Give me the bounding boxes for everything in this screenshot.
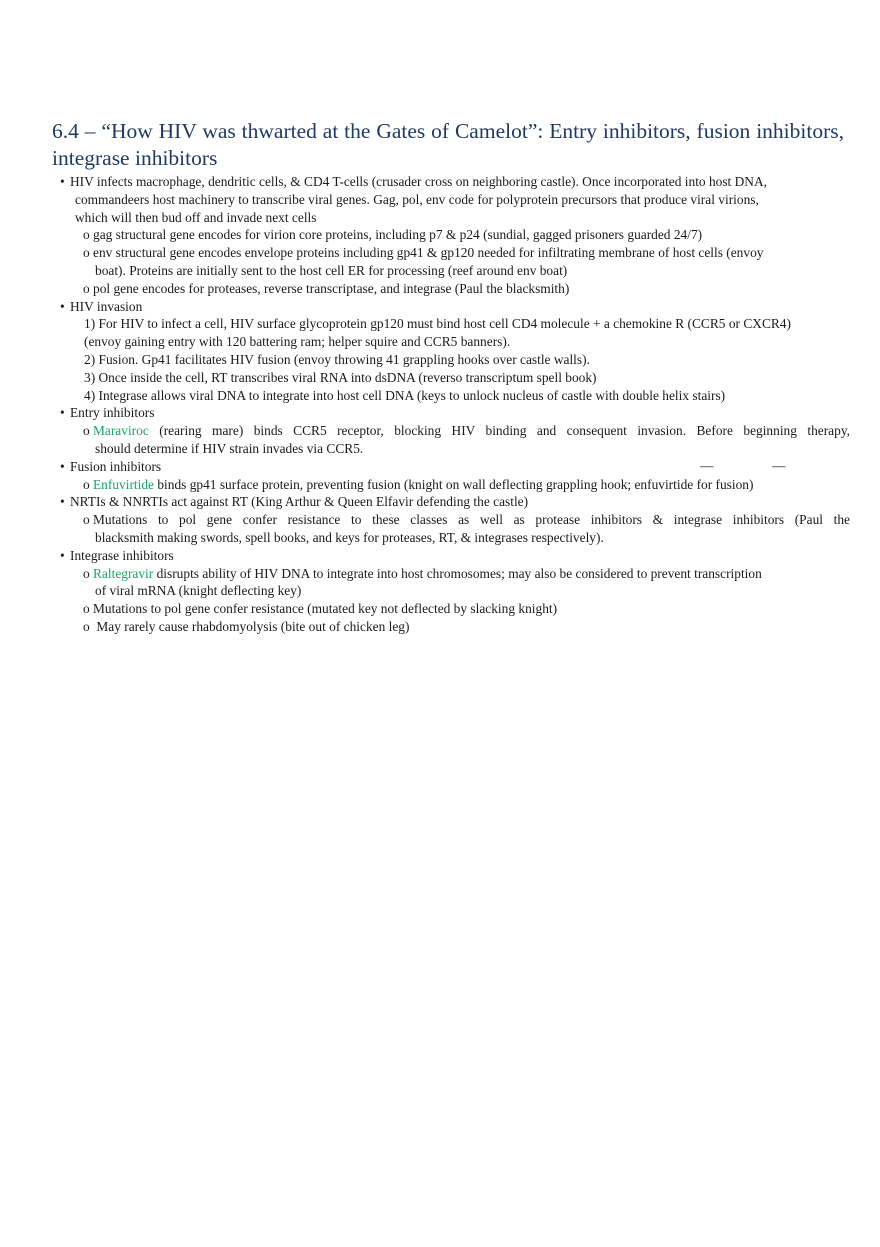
section-heading: Entry inhibitors (70, 405, 155, 421)
sub-marker: o (83, 601, 90, 617)
sub-item-pol (60, 280, 850, 298)
text-line: Mutations to pol gene confer resistance to these classes as well as protease inhibitors & integrase inhibitors (Paul the (93, 512, 850, 528)
page-title: 6.4 – “How HIV was thwarted at the Gates of Camelot”: Entry inhibitors, fusion inhibitors, integrase inhibitors (52, 119, 844, 170)
text-line: (rearing mare) binds CCR5 receptor, blocking HIV binding and consequent invasion. Before beginning therapy, (159, 423, 850, 439)
sub-marker: o (83, 476, 90, 492)
drug-name-enfuvirtide: Enfuvirtide (93, 476, 154, 492)
sub-item-pol-mutations (60, 511, 850, 529)
notes-body (60, 173, 850, 636)
text-line: NRTIs & NNRTIs act against RT (King Arthur & Queen Elfavir defending the castle) (70, 494, 529, 510)
bullet-nrtis (60, 493, 850, 511)
sub-item-integrase-mutation (60, 600, 850, 618)
bullet-integrase-inhibitors (60, 547, 850, 565)
text-line: should determine if HIV strain invades via CCR5. (95, 440, 364, 456)
bullet-marker: • (60, 547, 65, 563)
sub-marker: o (83, 512, 90, 528)
sub-item-maraviroc (60, 422, 850, 440)
sub-item-gag (60, 226, 850, 244)
text-line: blacksmith making swords, spell books, and keys for proteases, RT, & integrases respectively). (95, 529, 604, 545)
text-line: env structural gene encodes envelope proteins including gp41 & gp120 needed for infiltrating membrane of host cells (envoy (93, 245, 764, 261)
text-line: (envoy gaining entry with 120 battering ram; helper squire and CCR5 banners). (84, 334, 511, 350)
step-1: 1) For HIV to infect a cell, HIV surface glycoprotein gp120 must bind host cell CD4 molecule + a chemokine R (CCR5 or CXCR4) (84, 316, 791, 332)
text-line: May rarely cause rhabdomyolysis (bite out of chicken leg) (93, 618, 410, 634)
sub-marker: o (83, 618, 90, 634)
section-heading: Integrase inhibitors (70, 547, 174, 563)
bullet-marker: • (60, 298, 65, 314)
bullet-marker: • (60, 458, 65, 474)
sub-item-rhabdomyolysis (60, 618, 850, 636)
step-3: 3) Once inside the cell, RT transcribes viral RNA into dsDNA (reverso transcriptum spell book) (84, 369, 597, 385)
bullet-entry-inhibitors (60, 404, 850, 422)
text-line: HIV infects macrophage, dendritic cells, & CD4 T-cells (crusader cross on neighboring castle). Once incorporated into host DNA, (70, 174, 767, 189)
text-line: which will then bud off and invade next cells (75, 209, 317, 225)
sub-item-raltegravir (60, 565, 850, 583)
bullet-hiv-invasion (60, 298, 850, 316)
text-line: commandeers host machinery to transcribe viral genes. Gag, pol, env code for polyprotein precursors that produce viral virions, (75, 191, 759, 207)
drug-name-maraviroc: Maraviroc (93, 423, 149, 439)
step-4: 4) Integrase allows viral DNA to integrate into host cell DNA (keys to unlock nucleus of castle with double helix stairs) (84, 387, 726, 403)
bullet-hiv-infects (60, 173, 850, 191)
drug-name-raltegravir: Raltegravir (93, 565, 154, 581)
section-heading: HIV invasion (70, 298, 143, 314)
sub-marker: o (83, 280, 90, 296)
dash-mark: — (700, 457, 714, 473)
text-line: of viral mRNA (knight deflecting key) (95, 583, 302, 599)
sub-marker: o (83, 423, 90, 439)
bullet-marker: • (60, 174, 65, 189)
step-2: 2) Fusion. Gp41 facilitates HIV fusion (envoy throwing 41 grappling hooks over castle walls). (84, 351, 590, 367)
sub-marker: o (83, 245, 90, 261)
bullet-fusion-inhibitors (60, 458, 850, 476)
sub-marker: o (83, 565, 90, 581)
sub-item-enfuvirtide (60, 476, 850, 494)
bullet-marker: • (60, 405, 65, 421)
text-line: Mutations to pol gene confer resistance (mutated key not deflected by slacking knight) (93, 601, 558, 617)
text-line: gag structural gene encodes for virion core proteins, including p7 & p24 (sundial, gagged prisoners guarded 24/7) (93, 227, 703, 243)
section-heading: Fusion inhibitors (70, 458, 162, 474)
text-line: boat). Proteins are initially sent to the host cell ER for processing (reef around env boat) (95, 262, 568, 278)
text-line: disrupts ability of HIV DNA to integrate into host chromosomes; may also be considered to prevent transcription (156, 565, 762, 581)
dash-mark: — (772, 457, 786, 473)
bullet-marker: • (60, 494, 65, 510)
text-line: pol gene encodes for proteases, reverse transcriptase, and integrase (Paul the blacksmith) (93, 280, 570, 296)
text-line: binds gp41 surface protein, preventing fusion (knight on wall deflecting grappling hook; enfuvirtide for fusion) (157, 476, 754, 492)
sub-marker: o (83, 227, 90, 243)
sub-item-env (60, 244, 850, 262)
